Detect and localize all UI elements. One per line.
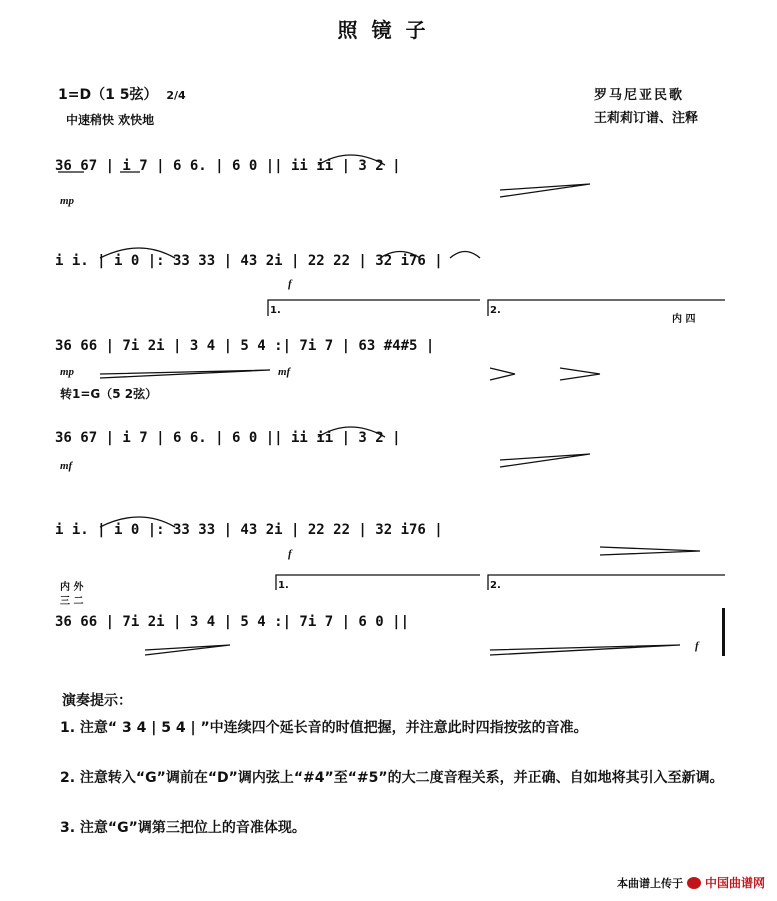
dynamic-mark: f xyxy=(288,548,292,560)
fingering-mark: 内 外 xyxy=(60,582,84,593)
tempo-marking: 中速稍快 欢快地 xyxy=(66,113,155,127)
score-line-3: 36 66 | 7i 2i | 3 4 | 5 4 :| 7i 7 | 63 #4#5 | xyxy=(55,338,435,354)
dynamic-mark: mf xyxy=(60,460,73,472)
score-line-5: i i. | i 0 |: 33 33 | 43 2i | 22 22 | 32 i76 | xyxy=(55,522,443,538)
dynamic-mark: mp xyxy=(60,366,75,378)
fingering-mark: 内 四 xyxy=(672,314,696,325)
hint-item: 3. 注意“G”调第三把位上的音准体现。 xyxy=(60,820,306,836)
hint-item: 1. 注意“ 3 4 | 5 4 | ”中连续四个延长音的时值把握，并注意此时四指按弦的音准。 xyxy=(60,720,588,736)
score-line-1: 36 67 | i 7 | 6 6. | 6 0 || ii ii | 3 2 | xyxy=(55,158,401,174)
footer-credit xyxy=(617,874,765,891)
dynamic-mark: f xyxy=(288,278,292,290)
dynamic-mark: mf xyxy=(278,366,291,378)
site-name[interactable]: 中国曲谱网 xyxy=(704,876,765,890)
score-line-2: i i. | i 0 |: 33 33 | 43 2i | 22 22 | 32 i76 | xyxy=(55,253,443,269)
second-ending-label: 2. xyxy=(490,580,501,591)
first-ending-label: 1. xyxy=(270,305,281,316)
hint-item: 2. 注意转入“G”调前在“D”调内弦上“#4”至“#5”的大二度音程关系，并正确、自如地将其引入至新调。 xyxy=(60,770,724,786)
footer-label: 本曲谱上传于 xyxy=(616,876,683,890)
arranger-credit: 王莉莉订谱、注释 xyxy=(594,111,699,126)
composer-credit: 罗马尼亚民歌 xyxy=(594,88,685,103)
first-ending-label: 1. xyxy=(278,580,289,591)
time-signature: 2/4 xyxy=(166,89,186,102)
fingering-mark: 三 二 xyxy=(60,596,84,607)
key-label: 1=D（1 5弦） xyxy=(58,87,158,103)
second-ending-label: 2. xyxy=(490,305,501,316)
score-line-6: 36 66 | 7i 2i | 3 4 | 5 4 :| 7i 7 | 6 0 || xyxy=(55,614,410,630)
hints-heading: 演奏提示： xyxy=(62,693,132,709)
dynamic-mark: mp xyxy=(60,195,75,207)
modulation-marking: 转1=G（5 2弦） xyxy=(60,387,158,401)
dynamic-mark: f xyxy=(695,640,699,652)
score-title: 照镜子 xyxy=(337,18,440,42)
site-logo-icon xyxy=(687,877,701,889)
score-line-4: 36 67 | i 7 | 6 6. | 6 0 || ii ii | 3 2 | xyxy=(55,430,401,446)
